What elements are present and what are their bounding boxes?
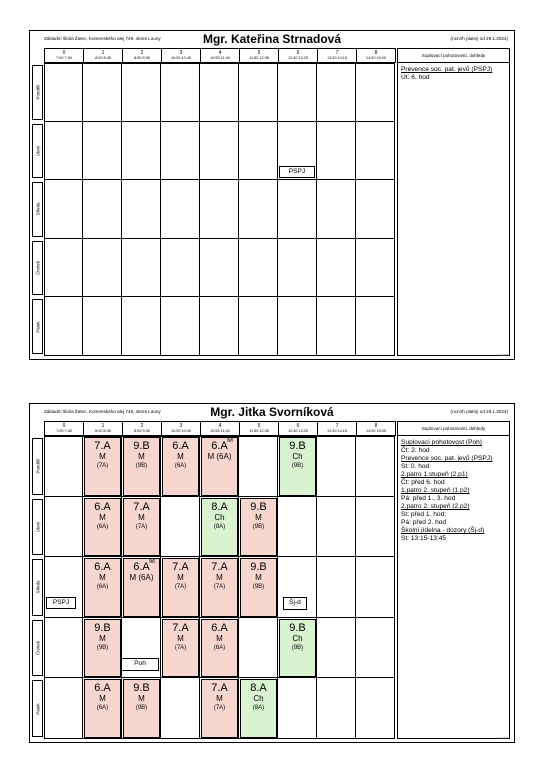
timetable-cell [356, 297, 395, 356]
period-time: 8:00 8:45 [95, 429, 111, 433]
period-time: 10:55 11:40 [210, 56, 230, 60]
lesson-class: 9.B [250, 561, 267, 574]
school-name: Základní škola Žatec, Komenského alej 749, okres Louny [44, 36, 161, 41]
timetable-cell [239, 122, 278, 181]
lesson-class: 7.A [172, 561, 189, 574]
lesson-class: 6.A [94, 682, 111, 695]
timetable-cell [317, 678, 356, 739]
timetable-cell [44, 678, 83, 739]
timetable-cell [161, 122, 200, 181]
timetable-cell [239, 618, 278, 679]
period-header [239, 48, 279, 63]
day-label [32, 124, 43, 179]
sheet-header [30, 31, 514, 47]
timetable-cell [200, 122, 239, 181]
period-header [200, 48, 240, 63]
period-number: 6 [296, 423, 300, 429]
supervision-panel [397, 63, 510, 356]
period-time: 13:30 14:15 [326, 429, 348, 433]
period-header [161, 48, 201, 63]
lesson-subject: Ch [253, 694, 264, 704]
supervision-line: Prevence soc. pat. jevů (PSPJ) [401, 66, 493, 73]
period-number: 1 [101, 423, 105, 429]
timetable-cell [44, 618, 83, 679]
timetable-cell [83, 297, 122, 356]
supervision-line: St: před 1. hod; [401, 511, 447, 518]
validity-note: (rozvrh platný od 29.1.2024) [450, 409, 508, 414]
timetable-cell [317, 180, 356, 239]
lesson-subject: Ch [214, 512, 225, 522]
timetable-cell [317, 239, 356, 298]
period-number: 0 [62, 423, 66, 429]
teacher-name: Mgr. Kateřina Strnadová [202, 32, 342, 46]
day-name: Úterý [35, 521, 40, 533]
timetable-cell [122, 122, 161, 181]
timetable-cell [83, 122, 122, 181]
day-name: Středa [35, 203, 40, 216]
lesson-class: 9.B [133, 682, 150, 695]
day-name: Středa [35, 581, 40, 594]
period-number: 7 [335, 423, 339, 429]
timetable-cell [161, 239, 200, 298]
timetable-cell [239, 180, 278, 239]
timetable-cell [161, 180, 200, 239]
lesson-class: 6.A [211, 621, 228, 634]
period-time: 7:00 7:40 [56, 429, 72, 433]
lesson-block [201, 558, 238, 617]
supervision-header: Suplovací pohotovosti, dohledy [397, 421, 510, 436]
timetable-cell [317, 63, 356, 122]
lesson-block [279, 619, 316, 678]
timetable-cell [122, 63, 161, 122]
timetable-cell [200, 239, 239, 298]
timetable-cell [356, 497, 395, 558]
timetable-cell [317, 122, 356, 181]
lesson-room: (6A) [96, 523, 109, 530]
lesson-class: 9.B [289, 440, 306, 452]
timetable-cell [356, 63, 395, 122]
period-number: 5 [257, 423, 261, 429]
timetable-cell [83, 63, 122, 122]
timetable-cell [200, 297, 239, 356]
timetable-cell [200, 180, 239, 239]
timetable-cell [161, 678, 200, 739]
lesson-subject: M [99, 452, 106, 461]
period-time: 8:00 8:45 [95, 56, 111, 60]
period-time: 8:50 9:35 [134, 56, 150, 60]
period-header [239, 421, 279, 436]
period-header [44, 421, 84, 436]
supervision-line: Čt: před 6. hod [401, 479, 445, 486]
timetable-cell [356, 557, 395, 618]
period-header [356, 421, 396, 436]
lesson-class: 6.A [94, 561, 111, 574]
lesson-room: (7A) [135, 523, 148, 530]
day-label [32, 241, 43, 296]
lesson-subject: M [255, 573, 262, 583]
lesson-block [201, 437, 238, 496]
period-header [356, 48, 396, 63]
lesson-block [123, 437, 160, 496]
timetable-cell [317, 618, 356, 679]
day-name: Pondělí [35, 84, 40, 100]
period-number: 6 [296, 50, 300, 56]
timetable-cell [44, 180, 83, 239]
lesson-subject: M [99, 694, 106, 704]
lesson-room: (9B) [252, 584, 265, 591]
lesson-room: (8A) [213, 523, 226, 530]
timetable-cell [356, 180, 395, 239]
period-header [200, 421, 240, 436]
timetable-cell [278, 63, 317, 122]
period-time: 10:00 10:45 [170, 56, 192, 60]
lesson-block [201, 619, 238, 678]
timetable-cell [122, 297, 161, 356]
lesson-subject: M [138, 452, 145, 461]
timetable-cell [83, 239, 122, 298]
period-time: 11:50 12:35 [249, 429, 269, 433]
timetable-cell [83, 180, 122, 239]
lesson-block [201, 498, 238, 557]
timetable-cell [161, 297, 200, 356]
sj-d-tag: Šj-d [283, 597, 307, 610]
timetable-cell [239, 63, 278, 122]
lesson-subject: Ch [292, 452, 303, 461]
period-time: 11:50 12:35 [249, 56, 269, 60]
day-name: Čtvrtek [35, 261, 40, 276]
lesson-subject: Ch [292, 633, 303, 643]
lesson-class: 7.A [172, 621, 189, 634]
period-time: 10:00 10:45 [170, 429, 192, 433]
period-number: 3 [179, 423, 183, 429]
lesson-block [162, 619, 199, 678]
lesson-class: 7.A [133, 500, 150, 513]
lesson-subject: M [99, 512, 106, 522]
lesson-subject: M [255, 512, 262, 522]
period-header [83, 421, 123, 436]
timetable-cell [161, 497, 200, 558]
lesson-subject: M [138, 694, 145, 704]
day-label [32, 499, 43, 556]
period-number: 8 [374, 50, 378, 56]
supervision-panel [397, 436, 510, 739]
lesson-class: 9.B [94, 621, 111, 634]
supervision-line: Čt: 2. hod [401, 447, 430, 454]
period-header [317, 48, 357, 63]
period-header [122, 421, 162, 436]
period-time: 7:00 7:40 [56, 56, 72, 60]
day-label [32, 620, 43, 677]
lesson-block [84, 619, 121, 678]
supervision-line: St: 13:15-13:45 [401, 535, 447, 542]
timetable-cell [44, 122, 83, 181]
day-name: Čtvrtek [35, 641, 40, 656]
timetable-cell [200, 63, 239, 122]
lesson-block [84, 498, 121, 557]
supervision-line: 2.patro 1.stupeň (2.p1) [401, 471, 468, 478]
lesson-subject: M [216, 694, 223, 704]
period-time: 14:20 15:05 [365, 56, 387, 60]
lesson-class: 7.A [211, 682, 228, 695]
supervision-line: 2.patro 2. stupeň (2.p2) [401, 503, 470, 510]
lesson-class: 8.A [211, 500, 228, 513]
period-header [122, 48, 162, 63]
lesson-block [123, 498, 160, 557]
bakalari-logo: bakaláři [497, 736, 508, 740]
day-label [32, 299, 43, 354]
pspj-tag: PSPJ [279, 166, 315, 178]
lesson-subject: M [99, 633, 106, 643]
lesson-room: (9B) [291, 463, 304, 469]
lesson-block [240, 558, 277, 617]
lesson-class: 9.B [133, 440, 150, 452]
lesson-note: M [227, 437, 233, 444]
timetable-cell [122, 239, 161, 298]
lesson-block [84, 437, 121, 496]
lesson-class: 6.A [211, 440, 228, 452]
supervision-line: 1.patro 2. stupeň (1.p2) [401, 487, 470, 494]
lesson-block [123, 679, 160, 738]
timetable-cell [356, 678, 395, 739]
lesson-room: (9B) [135, 705, 148, 712]
timetable-cell [278, 678, 317, 739]
lesson-block [123, 558, 160, 617]
sheet-header [30, 404, 514, 420]
timetable-sheet-svornikova [29, 403, 515, 743]
day-name: Pondělí [35, 458, 40, 474]
lesson-room: (6A) [96, 584, 109, 591]
day-label [32, 182, 43, 237]
lesson-class: 9.B [289, 621, 306, 634]
period-number: 3 [179, 50, 183, 56]
lesson-room: (7A) [174, 584, 187, 591]
school-name: Základní škola Žatec, Komenského alej 749, okres Louny [44, 409, 161, 414]
timetable-cell [278, 497, 317, 558]
lesson-room: (7A) [174, 644, 187, 651]
bakalari-logo: bakaláři [497, 353, 508, 357]
lesson-room: (8A) [252, 705, 265, 712]
period-number: 7 [335, 50, 339, 56]
timetable-cell [278, 239, 317, 298]
period-header [278, 48, 318, 63]
lesson-subject: M (6A) [207, 452, 232, 461]
timetable-cell [356, 122, 395, 181]
timetable-cell [44, 497, 83, 558]
period-number: 4 [218, 50, 222, 56]
lesson-subject: M [216, 573, 223, 583]
timetable-cell [44, 297, 83, 356]
supervision-line: Prevence soc. pat. jevů (PSPJ) [401, 455, 493, 462]
lesson-subject: M [216, 633, 223, 643]
day-label [32, 438, 43, 495]
period-header [44, 48, 84, 63]
lesson-subject: M [177, 633, 184, 643]
supervision-line: St: 0. hod [401, 463, 430, 470]
lesson-class: 9.B [250, 500, 267, 513]
validity-note: (rozvrh platný od 29.1.2024) [450, 36, 508, 41]
timetable-cell [278, 297, 317, 356]
period-header [317, 421, 357, 436]
timetable-cell [44, 239, 83, 298]
lesson-room: (7A) [96, 463, 109, 469]
day-label [32, 559, 43, 616]
lesson-block [84, 679, 121, 738]
period-number: 1 [101, 50, 105, 56]
period-number: 2 [140, 50, 144, 56]
lesson-room: (6A) [174, 463, 187, 469]
lesson-block [201, 679, 238, 738]
timetable-cell [317, 297, 356, 356]
lesson-class: 8.A [250, 682, 267, 695]
period-time: 12:40 13:25 [287, 56, 309, 60]
day-name: Pátek [35, 703, 40, 715]
teacher-name: Mgr. Jitka Svorníková [210, 405, 334, 419]
timetable-cell [317, 497, 356, 558]
lesson-class: 6.A [133, 561, 150, 574]
timetable-cell [278, 180, 317, 239]
day-label [32, 65, 43, 120]
period-time: 12:40 13:25 [287, 429, 309, 433]
timetable-cell [161, 63, 200, 122]
poh-tag: Poh [121, 658, 159, 671]
period-time: 10:55 11:40 [210, 429, 230, 433]
lesson-room: (9B) [96, 644, 109, 651]
timetable-cell [239, 297, 278, 356]
timetable-cell [44, 63, 83, 122]
supervision-header: Suplovací pohotovosti, dohledy [397, 48, 510, 63]
period-number: 8 [374, 423, 378, 429]
lesson-block [162, 558, 199, 617]
day-label [32, 680, 43, 737]
supervision-line: Suplovací pohotovost (Poh) [401, 439, 483, 446]
day-name: Úterý [35, 145, 40, 157]
lesson-block [240, 498, 277, 557]
lesson-subject: M [138, 512, 145, 522]
lesson-block [162, 437, 199, 496]
timetable-cell [317, 436, 356, 497]
timetable-sheet-strnadova [29, 30, 515, 360]
supervision-line: Školní jídelna - dozory (Šj-d) [401, 527, 485, 534]
timetable-cell [122, 180, 161, 239]
lesson-class: 7.A [211, 561, 228, 574]
period-header [83, 48, 123, 63]
lesson-class: 6.A [172, 440, 189, 452]
lesson-class: 6.A [94, 500, 111, 513]
period-header [161, 421, 201, 436]
day-name: Pátek [35, 321, 40, 333]
period-header [278, 421, 318, 436]
lesson-subject: M (6A) [129, 573, 154, 583]
lesson-room: (9B) [291, 644, 304, 651]
timetable-cell [356, 618, 395, 679]
lesson-subject: M [99, 573, 106, 583]
timetable-cell [44, 436, 83, 497]
lesson-room: (9B) [135, 463, 148, 469]
timetable-cell [356, 436, 395, 497]
timetable-cell [356, 239, 395, 298]
period-time: 13:30 14:15 [326, 56, 348, 60]
lesson-room: (7A) [213, 584, 226, 591]
period-number: 0 [62, 50, 66, 56]
period-number: 5 [257, 50, 261, 56]
lesson-room: (7A) [213, 705, 226, 712]
lesson-room: (6A) [213, 644, 226, 651]
period-time: 8:50 9:35 [134, 429, 150, 433]
lesson-subject: M [177, 573, 184, 583]
lesson-subject: M [177, 452, 184, 461]
timetable-cell [239, 436, 278, 497]
pspj-tag: PSPJ [46, 597, 76, 609]
timetable-cell [317, 557, 356, 618]
lesson-block [240, 679, 277, 738]
period-time: 14:20 15:05 [365, 429, 387, 433]
supervision-line: Pá: před 2. hod [401, 519, 447, 526]
lesson-class: 7.A [94, 440, 111, 452]
period-number: 4 [218, 423, 222, 429]
timetable-cell [239, 239, 278, 298]
supervision-line: Út: 6. hod [401, 74, 430, 81]
period-number: 2 [140, 423, 144, 429]
supervision-line: Pá: před 1., 3. hod [401, 495, 456, 502]
lesson-note: M [149, 558, 155, 566]
lesson-room: (6A) [96, 705, 109, 712]
lesson-room: (9B) [252, 523, 265, 530]
lesson-block [84, 558, 121, 617]
lesson-block [279, 437, 316, 496]
